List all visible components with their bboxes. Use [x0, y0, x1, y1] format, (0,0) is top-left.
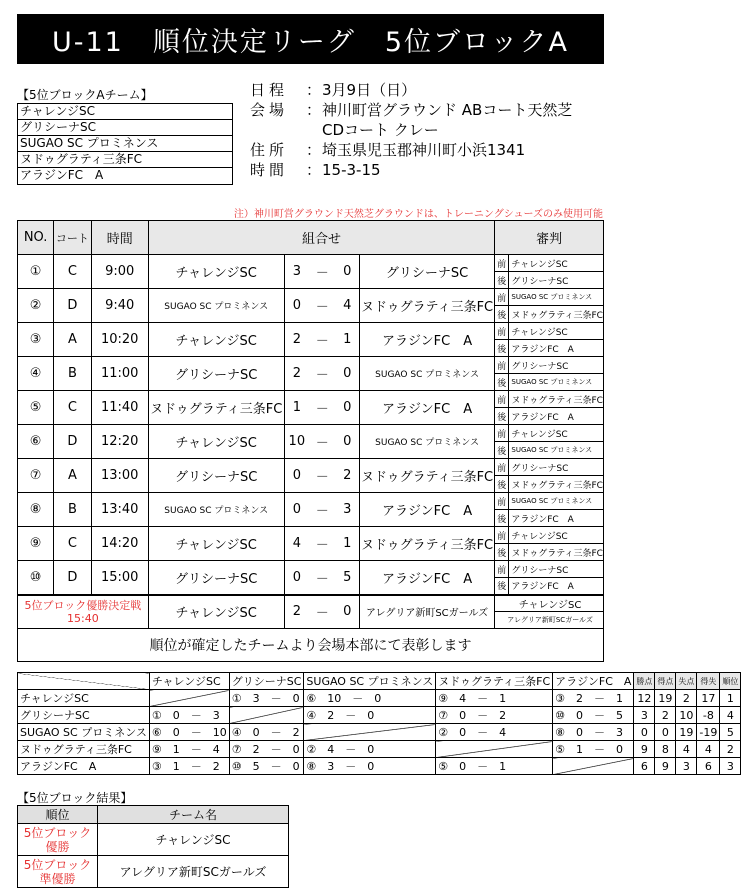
matrix-result-cell: ④ 2 － 0 [304, 707, 436, 724]
away-team: SUGAO SC プロミネンス [359, 425, 494, 459]
matrix-body [18, 673, 741, 775]
referee-front-label: 前 [495, 527, 509, 544]
matrix-stat-cell: 9 [655, 758, 676, 775]
referee-back-label: 後 [495, 408, 509, 425]
matrix-result-cell: ⑦ 0 － 2 [436, 707, 553, 724]
referee-back-label: 後 [495, 340, 509, 357]
match-no: ⑤ [18, 391, 54, 425]
match-court: D [54, 289, 91, 323]
match-time: 15:00 [91, 561, 148, 595]
match-court: A [54, 459, 91, 493]
referee-back-team: アラジンFC A [509, 408, 604, 425]
score-dash: － [309, 459, 336, 493]
match-no: ② [18, 289, 54, 323]
event-info [250, 80, 572, 180]
away-team: グリシーナSC [359, 255, 494, 289]
referee-back-label: 後 [495, 476, 509, 493]
matrix-result-cell: ⑨ 1 － 4 [149, 741, 229, 758]
match-time: 12:20 [91, 425, 148, 459]
referee-front-label: 前 [495, 425, 509, 442]
matrix-stat-header: 得失 [697, 673, 720, 690]
match-court: C [54, 255, 91, 289]
colon: ： [306, 101, 322, 119]
match-no: ⑧ [18, 493, 54, 527]
match-no: ⑩ [18, 561, 54, 595]
schedule-header-row [18, 221, 604, 255]
result-rank-line2: 優勝 [45, 839, 70, 854]
match-court: B [54, 493, 91, 527]
address-label: 住所 [250, 141, 289, 159]
score-dash: － [309, 255, 336, 289]
match-no: ① [18, 255, 54, 289]
matrix-stat-cell: 2 [720, 741, 741, 758]
away-score: 1 [336, 323, 360, 357]
home-team: グリシーナSC [148, 561, 284, 595]
matrix-diagonal-cell [553, 758, 634, 775]
result-row [18, 824, 289, 856]
away-team: アラジンFC A [359, 561, 494, 595]
away-team: アレグリア新町SCガールズ [359, 595, 494, 629]
result-header-rank: 順位 [18, 806, 98, 824]
matrix-stat-cell: 6 [634, 758, 655, 775]
matrix-col-header: アラジンFC A [553, 673, 634, 690]
home-team: チャレンジSC [148, 595, 284, 629]
match-no: ⑨ [18, 527, 54, 561]
away-team: アラジンFC A [359, 391, 494, 425]
matrix-stat-cell: 2 [655, 707, 676, 724]
referee-back-team: ヌドゥグラティ三条FC [509, 476, 604, 493]
colon: ： [306, 141, 322, 159]
referee-front-label: 前 [495, 289, 509, 306]
venue-row-2 [250, 120, 572, 140]
home-score: 0 [284, 459, 309, 493]
result-header-team: チーム名 [98, 806, 289, 824]
referee-back-team: SUGAO SC プロミネンス [509, 442, 604, 459]
referee-front-team: チャレンジSC [509, 255, 604, 272]
matrix-stat-cell: 6 [697, 758, 720, 775]
matrix-row-header: SUGAO SC プロミネンス [18, 724, 150, 741]
header-no: NO. [18, 221, 54, 255]
result-row [18, 856, 289, 888]
team-item: SUGAO SC プロミネンス [18, 136, 232, 152]
home-score: 0 [284, 493, 309, 527]
home-score: 1 [284, 391, 309, 425]
referee-back-label: 後 [495, 442, 509, 459]
colon: ： [306, 161, 322, 179]
date-row [250, 80, 572, 100]
matrix-result-cell: ① 3 － 0 [229, 690, 304, 707]
final-label-line1: 5位ブロック優勝決定戦 [24, 598, 142, 612]
result-header-row [18, 806, 289, 824]
home-score: 0 [284, 561, 309, 595]
match-court: B [54, 357, 91, 391]
matrix-result-cell: ⑧ 3 － 0 [304, 758, 436, 775]
matrix-stat-cell: 8 [655, 741, 676, 758]
matrix-stat-cell: 10 [676, 707, 697, 724]
match-time: 14:20 [91, 527, 148, 561]
time-value: 15-3-15 [322, 161, 381, 179]
matrix-row [18, 741, 741, 758]
final-match-row [18, 595, 604, 612]
address-value: 埼玉県児玉郡神川町小浜1341 [322, 141, 526, 159]
match-time: 9:40 [91, 289, 148, 323]
final-label-line2: 15:40 [67, 611, 99, 625]
referee-front-label: 前 [495, 561, 509, 578]
match-row [18, 459, 604, 476]
score-dash: － [309, 289, 336, 323]
match-court: C [54, 391, 91, 425]
match-row [18, 493, 604, 510]
match-time: 9:00 [91, 255, 148, 289]
referee-back-label: 後 [495, 272, 509, 289]
referee-back-team: アラジンFC A [509, 340, 604, 357]
matrix-result-cell: ⑤ 1 － 0 [553, 741, 634, 758]
matrix-row-header: ヌドゥグラティ三条FC [18, 741, 150, 758]
match-row [18, 391, 604, 408]
matrix-diagonal-cell [436, 741, 553, 758]
match-row [18, 289, 604, 306]
away-score: 0 [336, 255, 360, 289]
referee-front-team: SUGAO SC プロミネンス [509, 289, 604, 306]
matrix-result-cell: ⑦ 2 － 0 [229, 741, 304, 758]
team-item: ヌドゥグラティ三条FC [18, 152, 232, 168]
referee-back-label: 後 [495, 510, 509, 527]
home-score: 4 [284, 527, 309, 561]
matrix-col-header: チャレンジSC [149, 673, 229, 690]
score-dash: － [309, 493, 336, 527]
matrix-stat-header: 得点 [655, 673, 676, 690]
time-label: 時間 [250, 161, 289, 179]
home-team: ヌドゥグラティ三条FC [148, 391, 284, 425]
away-team: アラジンFC A [359, 493, 494, 527]
match-row [18, 357, 604, 374]
matrix-stat-cell: 2 [676, 690, 697, 707]
score-dash: － [309, 595, 336, 629]
header-match: 組合せ [148, 221, 494, 255]
match-row [18, 527, 604, 544]
matrix-diagonal-cell [229, 707, 304, 724]
matrix-stat-header: 順位 [720, 673, 741, 690]
matrix-row-header: アラジンFC A [18, 758, 150, 775]
referee-front-team: チャレンジSC [509, 323, 604, 340]
matrix-stat-cell: 3 [676, 758, 697, 775]
referee-front-team: グリシーナSC [509, 561, 604, 578]
team-item: アラジンFC A [20, 168, 104, 182]
home-team: SUGAO SC プロミネンス [148, 289, 284, 323]
date-value: 3月9日（日） [322, 81, 417, 99]
schedule-table [17, 220, 604, 662]
match-row [18, 255, 604, 272]
final-referee-1: チャレンジSC [495, 595, 604, 612]
away-score: 1 [336, 527, 360, 561]
away-score: 5 [336, 561, 360, 595]
away-score: 4 [336, 289, 360, 323]
matrix-col-header: グリシーナSC [229, 673, 304, 690]
venue-value-2: CDコート クレー [322, 121, 439, 139]
result-rank [18, 824, 98, 856]
home-score: 2 [284, 357, 309, 391]
home-score: 0 [284, 289, 309, 323]
referee-back-team: アラジンFC A [509, 578, 604, 595]
schedule-body [18, 255, 604, 662]
home-score: 2 [284, 595, 309, 629]
result-team: アレグリア新町SCガールズ [98, 856, 289, 888]
referee-front-label: 前 [495, 459, 509, 476]
match-time: 13:00 [91, 459, 148, 493]
home-team: グリシーナSC [148, 459, 284, 493]
match-time: 11:40 [91, 391, 148, 425]
home-team: チャレンジSC [148, 255, 284, 289]
team-item: グリシーナSC [18, 120, 232, 136]
score-dash: － [309, 323, 336, 357]
referee-front-team: チャレンジSC [509, 527, 604, 544]
away-score: 3 [336, 493, 360, 527]
match-time: 13:40 [91, 493, 148, 527]
matrix-stat-cell: 17 [697, 690, 720, 707]
time-row [250, 160, 572, 180]
matrix-result-cell: ⑩ 5 － 0 [229, 758, 304, 775]
matrix-stat-cell: 0 [655, 724, 676, 741]
referee-front-label: 前 [495, 323, 509, 340]
ceremony-text: 順位が確定したチームより会場本部にて表彰します [18, 629, 604, 662]
referee-back-team: ヌドゥグラティ三条FC [509, 544, 604, 561]
matrix-stat-header: 勝点 [634, 673, 655, 690]
matrix-stat-cell: 19 [655, 690, 676, 707]
matrix-header-row [18, 673, 741, 690]
referee-back-team: グリシーナSC [509, 272, 604, 289]
venue-label: 会場 [250, 101, 289, 119]
matrix-row [18, 690, 741, 707]
header-time: 時間 [91, 221, 148, 255]
score-dash: － [309, 425, 336, 459]
matrix-row [18, 724, 741, 741]
matrix-result-cell: ③ 2 － 1 [553, 690, 634, 707]
colon: ： [306, 81, 322, 99]
result-title: 【5位ブロック結果】 [17, 791, 133, 805]
address-row [250, 140, 572, 160]
matrix-result-cell: ④ 0 － 2 [229, 724, 304, 741]
matrix-stat-cell: -8 [697, 707, 720, 724]
matrix-stat-cell: 3 [720, 758, 741, 775]
matrix-row-header: グリシーナSC [18, 707, 150, 724]
referee-front-label: 前 [495, 255, 509, 272]
final-referee-2: アレグリア新町SCガールズ [495, 612, 604, 629]
away-score: 0 [336, 425, 360, 459]
home-team: チャレンジSC [148, 425, 284, 459]
matrix-col-header: ヌドゥグラティ三条FC [436, 673, 553, 690]
matrix-diagonal-cell [149, 690, 229, 707]
referee-front-team: ヌドゥグラティ三条FC [509, 391, 604, 408]
matrix-stat-cell: 1 [720, 690, 741, 707]
away-score: 2 [336, 459, 360, 493]
score-dash: － [309, 391, 336, 425]
matrix-stat-cell: 5 [720, 724, 741, 741]
matrix-diagonal-cell [304, 724, 436, 741]
matrix-stat-cell: 3 [634, 707, 655, 724]
referee-back-label: 後 [495, 578, 509, 595]
match-time: 11:00 [91, 357, 148, 391]
matrix-stat-cell: 12 [634, 690, 655, 707]
away-team: ヌドゥグラティ三条FC [359, 289, 494, 323]
match-court: A [54, 323, 91, 357]
away-team: ヌドゥグラティ三条FC [359, 527, 494, 561]
referee-front-label: 前 [495, 391, 509, 408]
matrix-row [18, 707, 741, 724]
venue-value: 神川町営グラウンド ABコート天然芝 [322, 101, 573, 119]
team-item: チャレンジSC [18, 104, 232, 120]
header-court: コート [54, 221, 91, 255]
referee-back-team: SUGAO SC プロミネンス [509, 374, 604, 391]
teams-list [17, 103, 233, 185]
matrix-col-header: SUGAO SC プロミネンス [304, 673, 436, 690]
match-row [18, 425, 604, 442]
score-dash: － [309, 357, 336, 391]
home-team: グリシーナSC [148, 357, 284, 391]
referee-front-label: 前 [495, 493, 509, 510]
match-no: ③ [18, 323, 54, 357]
matrix-result-cell: ② 0 － 4 [436, 724, 553, 741]
home-score: 2 [284, 323, 309, 357]
referee-front-team: チャレンジSC [509, 425, 604, 442]
score-dash: － [309, 527, 336, 561]
match-row [18, 323, 604, 340]
teams-box [17, 87, 233, 185]
result-team: チャレンジSC [98, 824, 289, 856]
matrix-corner [18, 673, 150, 690]
match-no: ⑦ [18, 459, 54, 493]
home-team: チャレンジSC [148, 527, 284, 561]
referee-back-label: 後 [495, 374, 509, 391]
home-score: 3 [284, 255, 309, 289]
matrix-stat-cell: 9 [634, 741, 655, 758]
away-score: 0 [336, 391, 360, 425]
home-team: チャレンジSC [148, 323, 284, 357]
matrix-stat-cell: -19 [697, 724, 720, 741]
match-no: ④ [18, 357, 54, 391]
matrix-stat-cell: 0 [634, 724, 655, 741]
matrix-result-cell: ⑤ 0 － 1 [436, 758, 553, 775]
result-rank-line2: 準優勝 [39, 871, 76, 886]
referee-back-label: 後 [495, 544, 509, 561]
header-referee: 審判 [495, 221, 604, 255]
page-title: U-11 順位決定リーグ 5位ブロックA [17, 14, 604, 64]
standings-matrix [17, 672, 741, 775]
referee-front-team: SUGAO SC プロミネンス [509, 493, 604, 510]
matrix-stat-header: 失点 [676, 673, 697, 690]
match-row [18, 561, 604, 578]
matrix-result-cell: ② 4 － 0 [304, 741, 436, 758]
match-court: D [54, 561, 91, 595]
ceremony-row [18, 629, 604, 662]
matrix-row-header: チャレンジSC [18, 690, 150, 707]
away-team: SUGAO SC プロミネンス [359, 357, 494, 391]
referee-front-team: グリシーナSC [509, 357, 604, 374]
referee-front-team: グリシーナSC [509, 459, 604, 476]
matrix-result-cell: ⑥ 0 － 10 [149, 724, 229, 741]
notice-text: 注）神川町営グラウンド天然芝グラウンドは、トレーニングシューズのみ使用可能 [233, 209, 603, 220]
result-rank-line1: 5位ブロック [23, 857, 92, 872]
away-score: 0 [336, 595, 360, 629]
matrix-stat-cell: 4 [697, 741, 720, 758]
referee-back-team: アラジンFC A [509, 510, 604, 527]
matrix-stat-cell: 19 [676, 724, 697, 741]
referee-back-label: 後 [495, 306, 509, 323]
matrix-row [18, 758, 741, 775]
match-no: ⑥ [18, 425, 54, 459]
venue-row [250, 100, 572, 120]
matrix-result-cell: ⑨ 4 － 1 [436, 690, 553, 707]
matrix-result-cell: ① 0 － 3 [149, 707, 229, 724]
referee-back-team: ヌドゥグラティ三条FC [509, 306, 604, 323]
away-team: ヌドゥグラティ三条FC [359, 459, 494, 493]
match-court: D [54, 425, 91, 459]
teams-box-header: 【5位ブロックAチーム】 [17, 88, 153, 102]
referee-front-label: 前 [495, 357, 509, 374]
date-label: 日程 [250, 81, 289, 99]
result-rank-line1: 5位ブロック [23, 825, 92, 840]
matrix-result-cell: ⑩ 0 － 5 [553, 707, 634, 724]
matrix-stat-cell: 4 [676, 741, 697, 758]
result-table [17, 805, 289, 888]
match-time: 10:20 [91, 323, 148, 357]
away-score: 0 [336, 357, 360, 391]
final-label [18, 595, 149, 629]
score-dash: － [309, 561, 336, 595]
matrix-result-cell: ⑥ 10 － 0 [304, 690, 436, 707]
result-rank [18, 856, 98, 888]
matrix-result-cell: ③ 1 － 2 [149, 758, 229, 775]
matrix-stat-cell: 4 [720, 707, 741, 724]
home-team: SUGAO SC プロミネンス [148, 493, 284, 527]
away-team: アラジンFC A [359, 323, 494, 357]
home-score: 10 [284, 425, 309, 459]
matrix-result-cell: ⑧ 0 － 3 [553, 724, 634, 741]
match-court: C [54, 527, 91, 561]
